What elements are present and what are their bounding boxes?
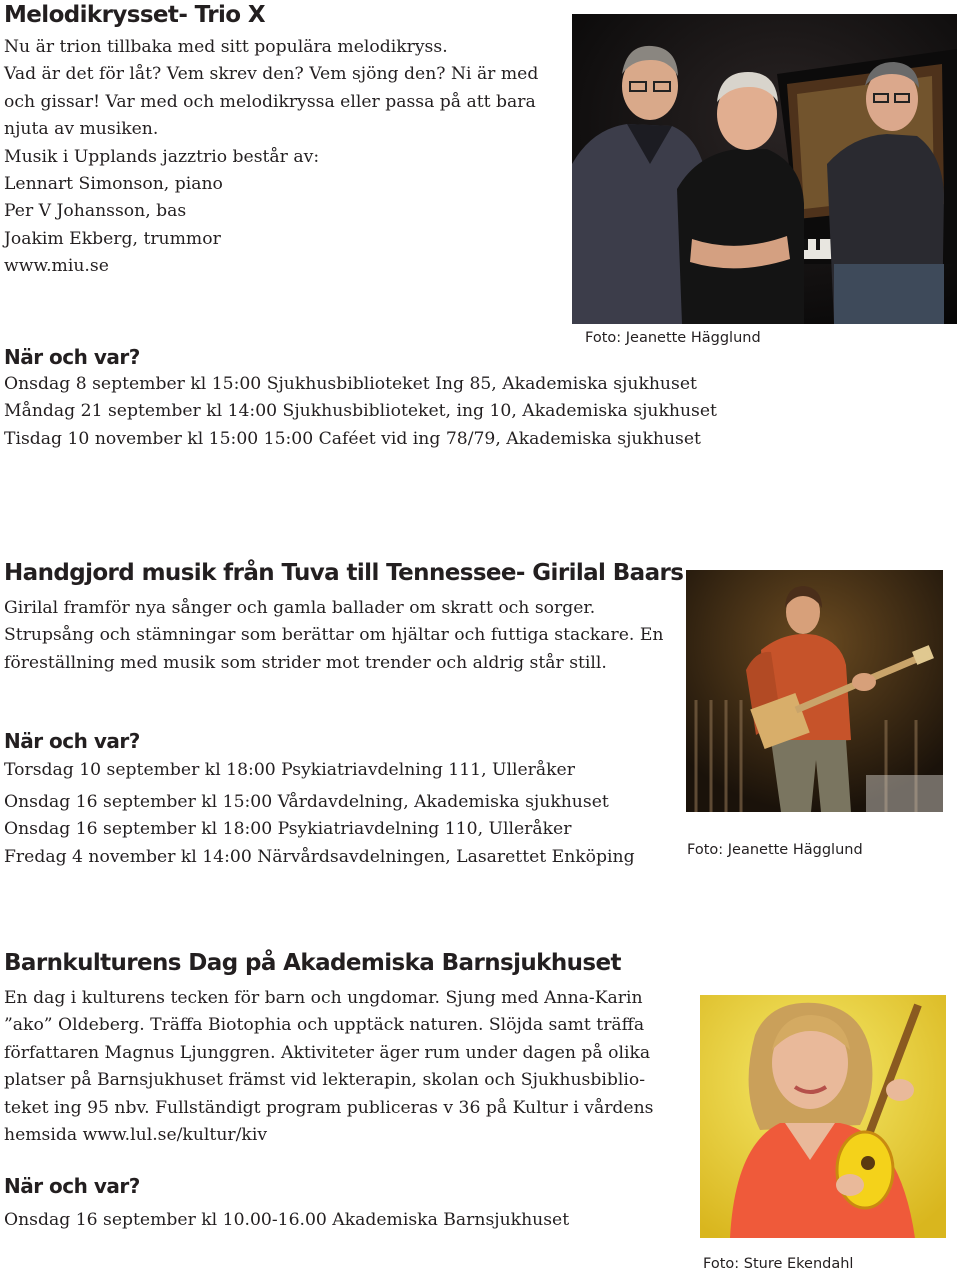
- photo-credit: Foto: Jeanette Hägglund: [687, 842, 863, 858]
- description-line: Vad är det för låt? Vem skrev den? Vem sjöng den? Ni är med: [4, 64, 539, 85]
- description-line: Nu är trion tillbaka med sitt populära melodikryss.: [4, 37, 448, 57]
- event-line: Fredag 4 november kl 14:00 Närvårdsavdelningen, Lasarettet Enköping: [4, 846, 635, 867]
- description-line: ”ako” Oldeberg. Träffa Biotophia och upptäck naturen. Slöjda samt träffa: [4, 1015, 645, 1036]
- description-line: Girilal framför nya sånger och gamla ballader om skratt och sorger.: [4, 598, 596, 618]
- event-line: Onsdag 8 september kl 15:00 Sjukhusbiblioteket Ing 85, Akademiska sjukhuset: [4, 374, 697, 394]
- when-where-heading: När och var?: [4, 729, 140, 753]
- description-line: En dag i kulturens tecken för barn och ungdomar. Sjung med Anna-Karin: [4, 988, 643, 1008]
- when-where-heading: När och var?: [4, 1174, 140, 1198]
- section-2-events-cont: [4, 789, 635, 871]
- section-3-events: [4, 1207, 569, 1234]
- description-line: föreställning med musik som strider mot trender och aldrig står still.: [4, 652, 607, 673]
- section-1-events: [4, 371, 717, 453]
- event-line: Onsdag 16 september kl 18:00 Psykiatriavdelning 110, Ulleråker: [4, 819, 572, 840]
- when-where-heading: När och var?: [4, 345, 140, 369]
- trio-photo: [572, 14, 957, 324]
- description-line: platser på Barnsjukhuset främst vid lekterapin, skolan och Sjukhusbiblio-: [4, 1070, 646, 1091]
- section-3-title: Barnkulturens Dag på Akademiska Barnsjukhuset: [4, 950, 621, 976]
- singer-photo: [700, 995, 946, 1238]
- event-line: Onsdag 16 september kl 15:00 Vårdavdelning, Akademiska sjukhuset: [4, 792, 609, 812]
- section-3-description: [4, 985, 653, 1149]
- event-line: Onsdag 16 september kl 10.00-16.00 Akademiska Barnsjukhuset: [4, 1210, 570, 1230]
- event-line: Torsdag 10 september kl 18:00 Psykiatriavdelning 111, Ulleråker: [4, 760, 575, 780]
- section-1-title: Melodikrysset- Trio X: [4, 2, 266, 28]
- section-2-description: [4, 595, 663, 677]
- description-line: Lennart Simonson, piano: [4, 173, 223, 194]
- description-line: Strupsång och stämningar som berättar om hjältar och futtiga stackare. En: [4, 625, 664, 646]
- description-line: och gissar! Var med och melodikryssa eller passa på att bara: [4, 91, 536, 112]
- website-link[interactable]: www.miu.se: [4, 256, 109, 277]
- description-line: teket ing 95 nbv. Fullständigt program publiceras v 36 på Kultur i vårdens: [4, 1097, 654, 1118]
- section-1-description: [4, 34, 538, 281]
- description-line: hemsida www.lul.se/kultur/kiv: [4, 1124, 268, 1145]
- section-2-title: Handgjord musik från Tuva till Tennessee- Girilal Baars: [4, 560, 684, 586]
- description-line: Joakim Ekberg, trummor: [4, 228, 221, 249]
- photo-credit: Foto: Sture Ekendahl: [703, 1256, 854, 1272]
- event-line: Måndag 21 september kl 14:00 Sjukhusbiblioteket, ing 10, Akademiska sjukhuset: [4, 401, 717, 422]
- description-line: Per V Johansson, bas: [4, 201, 187, 222]
- event-line: Tisdag 10 november kl 15:00 15:00 Caféet vid ing 78/79, Akademiska sjukhuset: [4, 428, 701, 449]
- guitarist-photo: [686, 570, 943, 812]
- description-line: författaren Magnus Ljunggren. Aktiviteter äger rum under dagen på olika: [4, 1042, 651, 1063]
- section-2-events: [4, 757, 575, 784]
- photo-credit: Foto: Jeanette Hägglund: [585, 330, 761, 346]
- description-line: Musik i Upplands jazztrio består av:: [4, 146, 320, 167]
- description-line: njuta av musiken.: [4, 119, 159, 140]
